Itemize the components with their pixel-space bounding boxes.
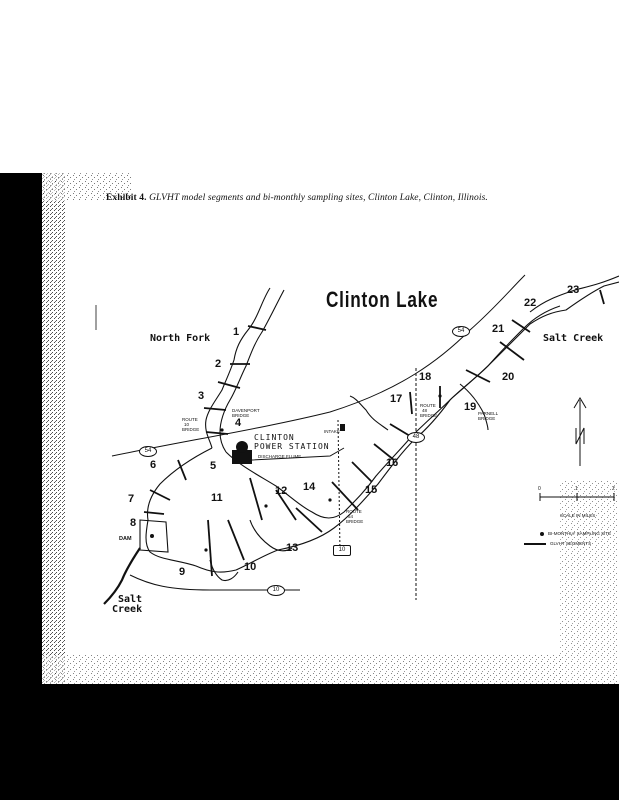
route-10-bridge-label-1: ROUTE [182,417,198,422]
segment-number: 8 [130,517,137,529]
scan-noise-bottom [42,655,562,684]
dam-label: DAM [119,536,132,542]
route-10-bridge-label-2: 10 [184,422,190,427]
north-fork-label: North Fork [150,333,211,344]
scan-noise-right [560,480,619,684]
legend-sampling-sites [540,532,611,537]
sampling-site-dot [328,498,331,501]
sampling-site-dot [220,428,223,431]
legend-sampling-sites-label: BI-MONTHLY SAMPLING SITE [548,531,612,537]
intake-structure [340,424,345,431]
power-station-cooling [236,441,248,453]
boundary-line [178,460,186,480]
boundary-line [410,392,412,414]
scale-tick-label: 2 [612,486,615,492]
boundary-line [250,478,262,520]
scan-noise-left [42,173,66,684]
highway-shield: 48 [407,432,425,443]
north-fork-arm [206,288,284,452]
route-10-bridge-label-3: BRIDGE [182,427,200,432]
segment-number: 22 [524,297,537,309]
highway-shield: 54 [139,446,157,457]
scale-label: SCALE IN MILES [560,513,596,518]
scale-tick-label: 1 [575,486,578,492]
segment-number: 18 [419,371,432,383]
segment-number: 13 [286,542,299,554]
boundary-line [248,326,266,330]
highway-shield: 10 [267,585,285,596]
caption-text: GLVHT model segments and bi-monthly sampling sites, Clinton Lake, Clinton, Illinois. [149,193,488,203]
sampling-site-dot [264,504,267,507]
segment-number: 2 [215,358,222,370]
segment-number: 4 [235,417,242,429]
route-54-bridge-label-2: 54 [348,514,354,519]
discharge-flume-label: DISCHARGE FLUME [258,454,302,459]
boundary-line [206,432,228,434]
highway-shield: 10 [333,545,351,556]
segment-number: 15 [365,484,378,496]
legend-line-icon [524,543,546,545]
boundary-line [332,482,358,510]
route-54-road [112,275,525,456]
power-station-label-2: POWER STATION [254,442,330,451]
segment-number: 1 [233,326,240,338]
route-54-bridge-label-3: BRIDGE [346,519,364,524]
segment-number: 16 [386,457,399,469]
segment-boundaries [144,287,604,576]
sampling-site-dot [204,548,207,551]
segment-number: 19 [464,401,477,413]
sampling-site-dot [438,394,441,397]
legend-segments-label: GLVHT SEGMENTS [550,541,592,546]
parnell-bridge-label: PARNELL BRIDGE [478,411,499,421]
exhibit-caption [106,193,576,203]
segment-number: 23 [567,284,580,296]
inlet-north [350,396,388,430]
segment-number: 7 [128,493,135,505]
boundary-line [228,520,244,560]
segment-number: 6 [150,459,157,471]
local-road [338,420,340,552]
segment-number: 17 [390,393,403,405]
route-48-bridge-label-3: BRIDGE [420,413,438,418]
segment-number: 9 [179,566,186,578]
segment-number: 5 [210,460,217,472]
boundary-line [466,370,490,382]
boundary-line [204,408,226,410]
scan-border-bottom [0,684,619,800]
boundary-line [600,290,604,304]
intake-label: INTAKE [324,429,340,434]
scale-tick-label: 0 [538,486,541,492]
segment-number: 10 [244,561,257,573]
segment-number: 11 [211,492,223,504]
segment-number: 14 [303,481,316,493]
route-48-bridge-label-1: ROUTE [420,403,436,408]
boundary-line [208,520,212,576]
north-arrow [574,398,586,466]
caption-label: Exhibit 4. [106,193,147,203]
boundary-line [352,462,372,482]
boundary-line [218,382,240,388]
segment-number: 12 [275,485,288,497]
segment-number: 20 [502,371,515,383]
route-48-bridge-label-2: 48 [422,408,428,413]
legend-segments [524,542,591,547]
boundary-line [296,508,322,532]
salt-creek-label: Salt Creek [543,333,604,344]
highway-shield: 54 [452,326,470,337]
legend-dot-icon [540,532,544,536]
segment-number: 21 [492,323,505,335]
power-station-label-1: CLINTON [254,433,295,442]
salt-creek-outlet-label-1: Salt [118,594,143,605]
sampling-site-dot [150,534,154,538]
salt-creek-outlet-label-2: Creek [112,604,143,615]
route-54-bridge-label-1: ROUTE [346,509,362,514]
segment-number: 3 [198,390,205,402]
map-title: Clinton Lake [326,287,439,312]
davenport-bridge-label: DAVENPORT BRIDGE [232,408,260,418]
